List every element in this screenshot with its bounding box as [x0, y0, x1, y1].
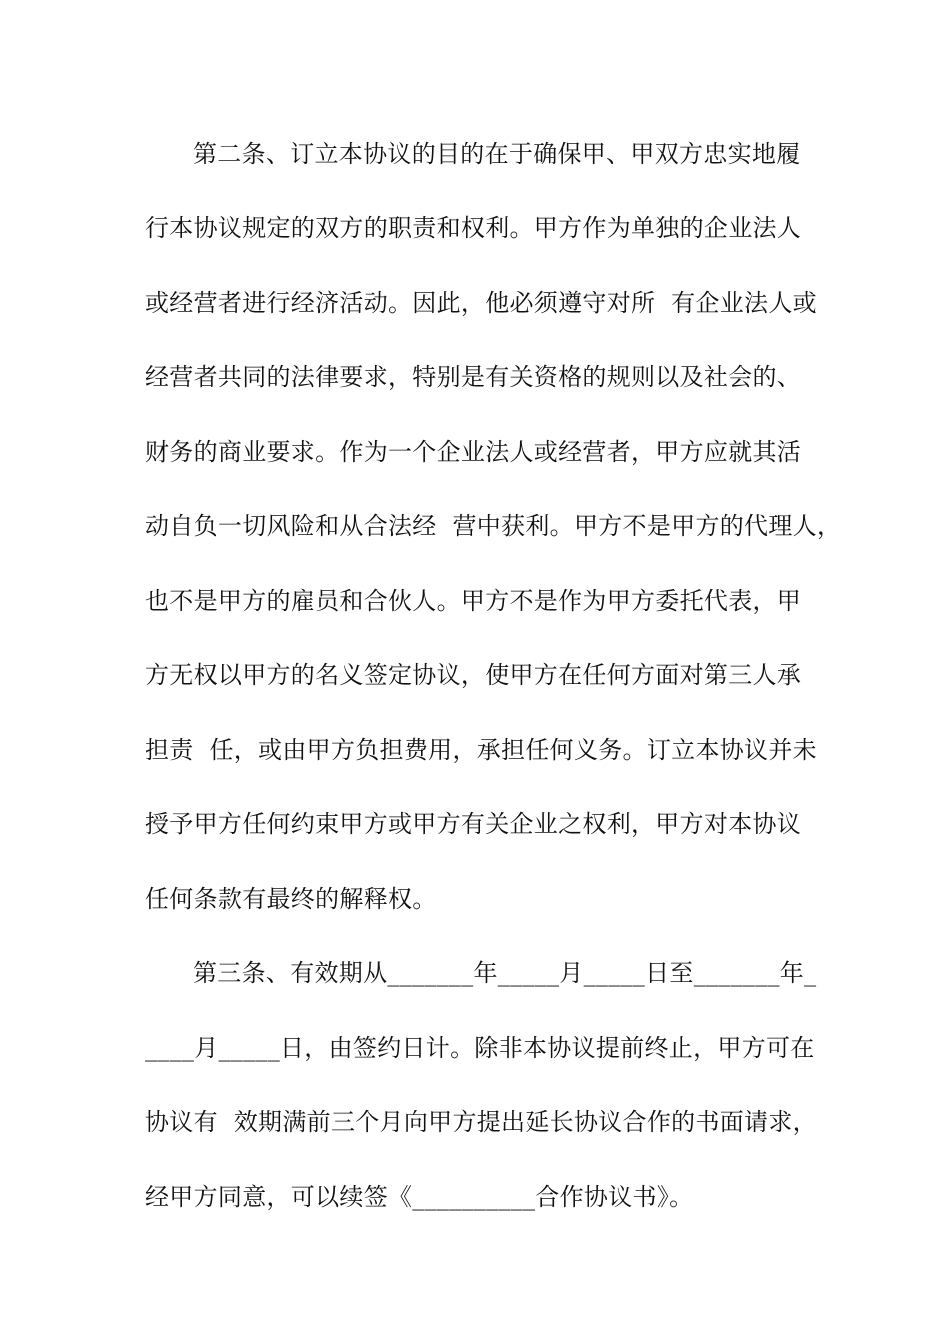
- text-line-8: 方无权以甲方的名义签定协议，使甲方在任何方面对第三人承: [145, 661, 802, 689]
- text-line-3: 或经营者进行经济活动。因此，他必须遵守对所 有企业法人或: [145, 289, 817, 317]
- text-line-1: 第二条、订立本协议的目的在于确保甲、甲双方忠实地履: [193, 140, 801, 168]
- text-line-7: 也不是甲方的雇员和合伙人。甲方不是作为甲方委托代表，甲: [145, 587, 802, 615]
- text-line-10: 授予甲方任何约束甲方或甲方有关企业之权利，甲方对本协议: [145, 810, 802, 838]
- text-line-11: 任何条款有最终的解释权。: [145, 885, 437, 913]
- text-line-6: 动自负一切风险和从合法经 营中获利。甲方不是甲方的代理人，: [145, 512, 842, 540]
- text-line-12: 第三条、有效期从_______年_____月_____日至_______年_: [193, 959, 817, 987]
- text-line-14: 协议有 效期满前三个月向甲方提出延长协议合作的书面请求，: [145, 1108, 817, 1136]
- text-line-5: 财务的商业要求。作为一个企业法人或经营者，甲方应就其活: [145, 438, 802, 466]
- text-line-9: 担责 任，或由甲方负担费用，承担任何义务。订立本协议并未: [145, 736, 817, 764]
- text-line-2: 行本协议规定的双方的职责和权利。甲方作为单独的企业法人: [145, 214, 802, 242]
- text-line-13: ____月_____日，由签约日计。除非本协议提前终止，甲方可在: [145, 1034, 815, 1062]
- text-line-15: 经甲方同意，可以续签《__________合作协议书》。: [145, 1183, 694, 1211]
- text-line-4: 经营者共同的法律要求，特别是有关资格的规则以及社会的、: [145, 363, 802, 391]
